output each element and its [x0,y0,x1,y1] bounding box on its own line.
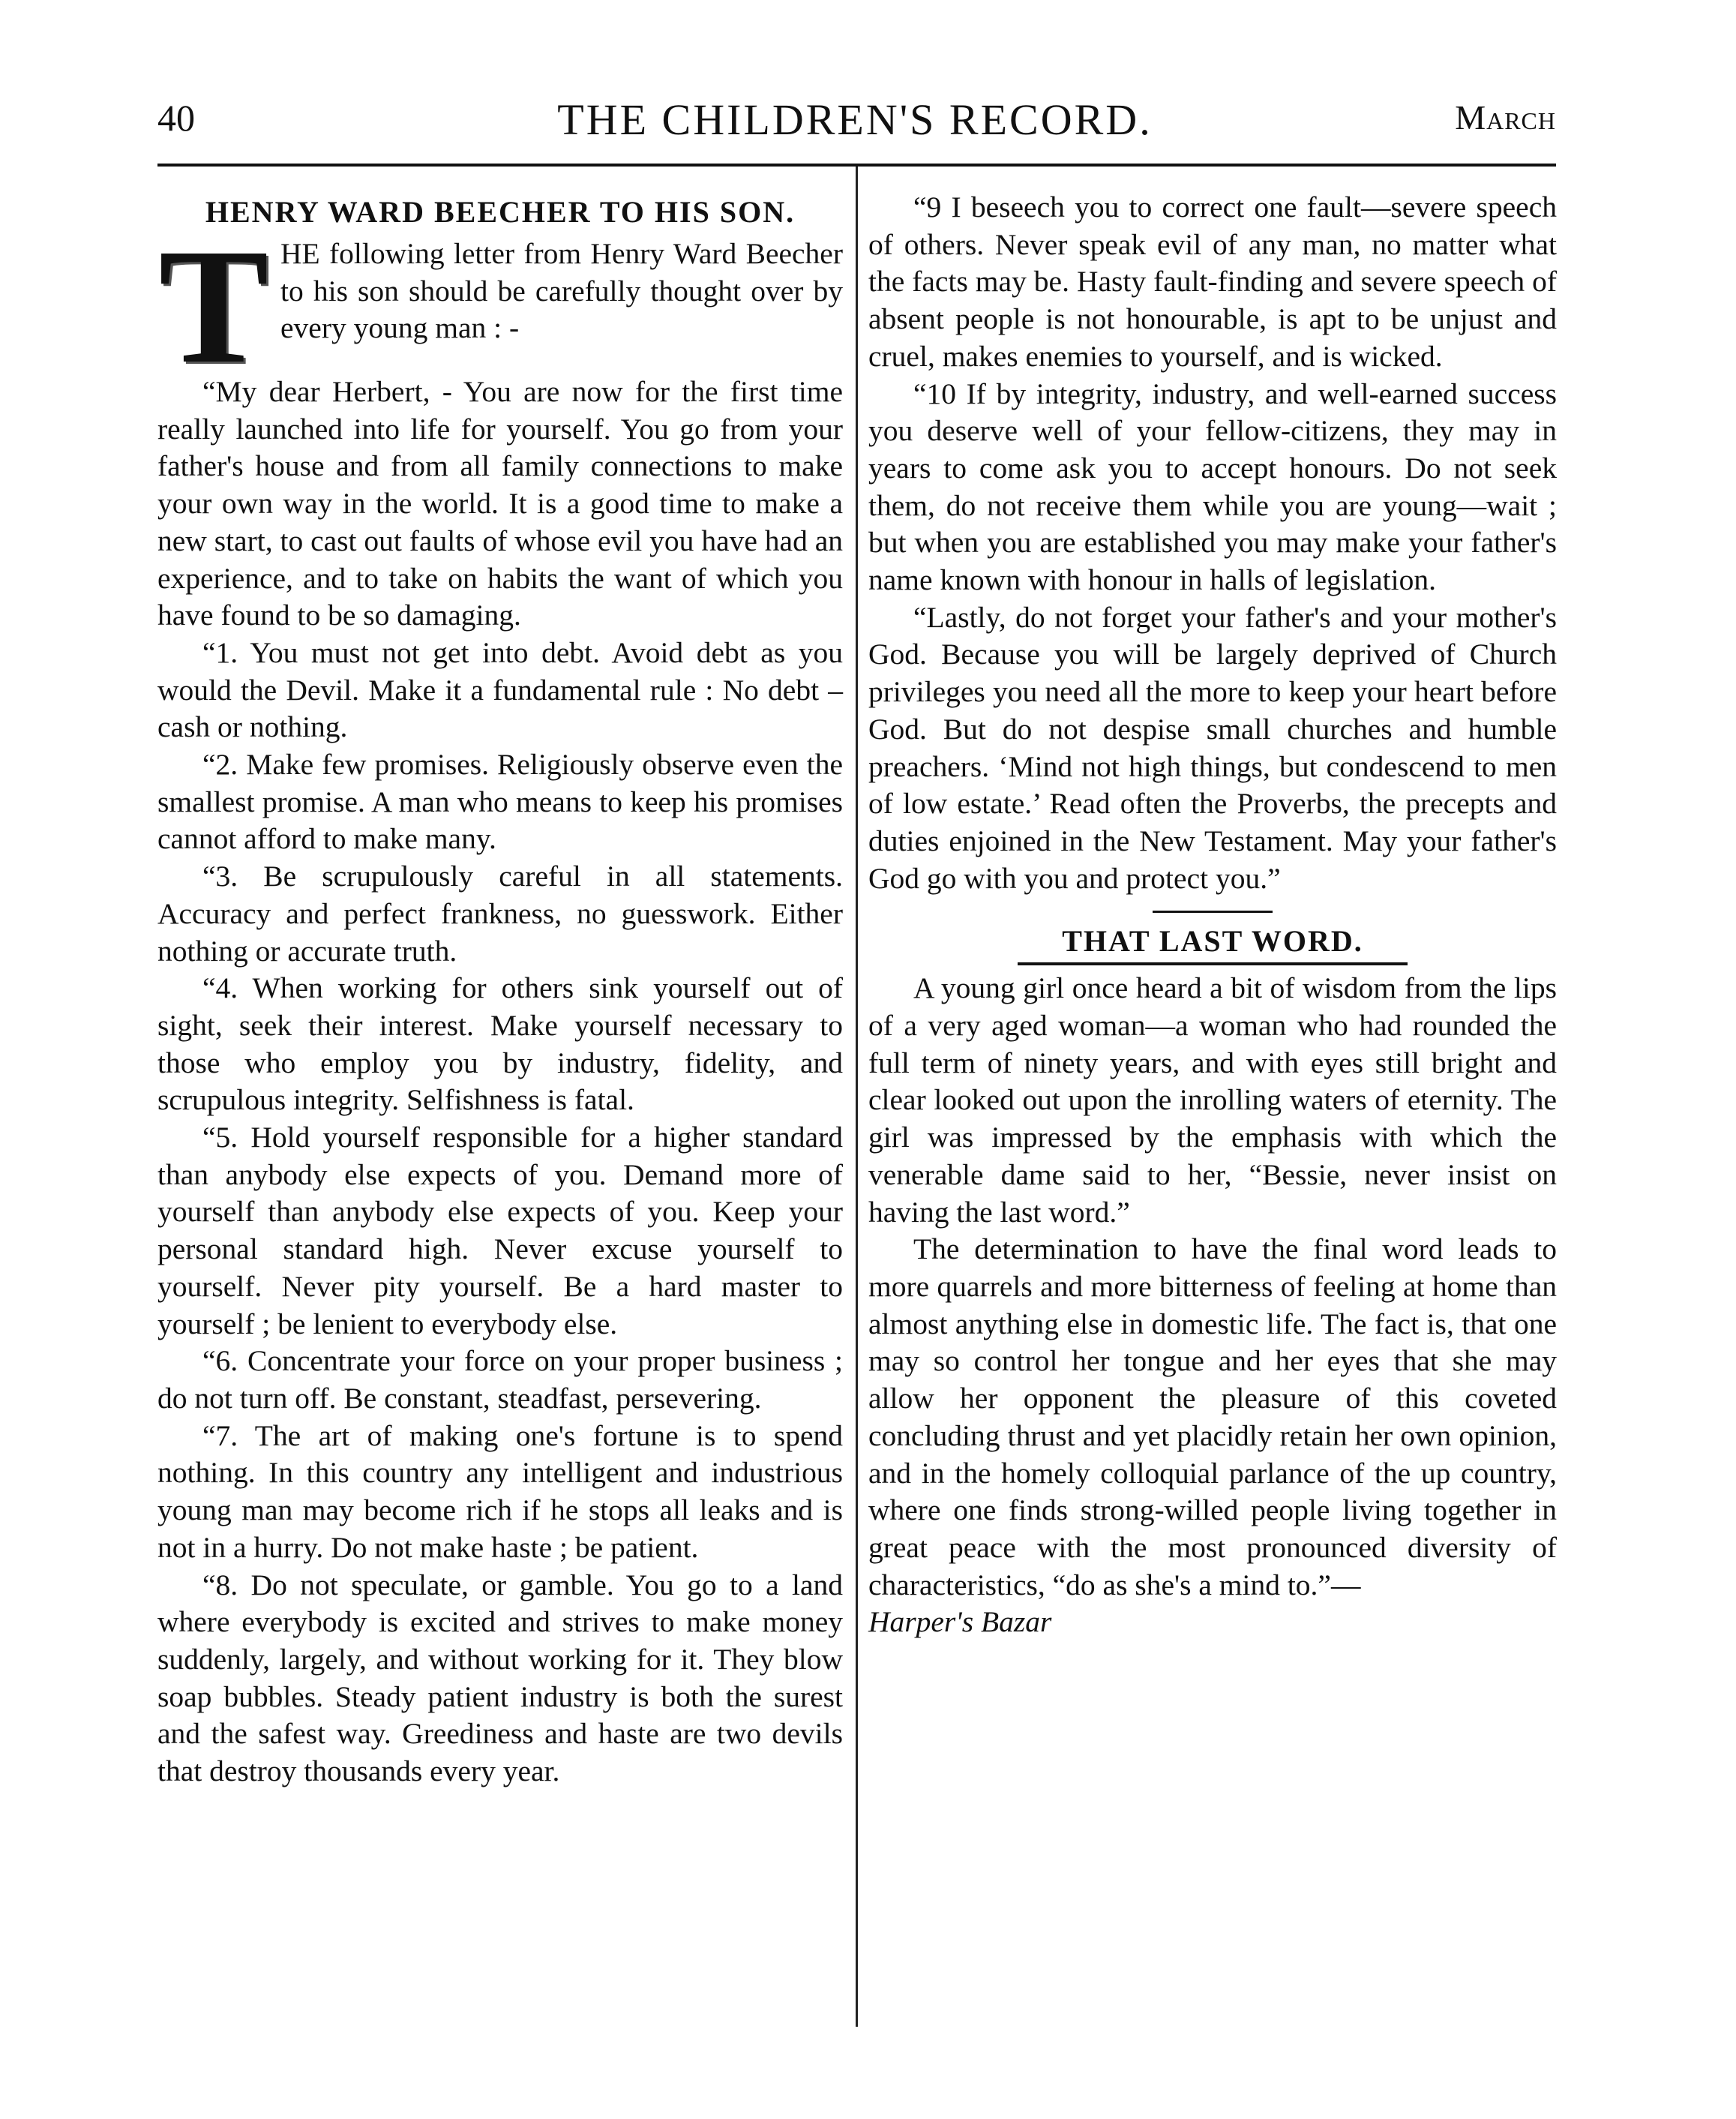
rule-10: “10 If by integrity, industry, and well-earned success you deserve well of your fellow-citizens, they may in years to come ask you to accept honours. Do not seek them, do not receive them while you are young—wait ; but when you are established you may make your father's name known with honour in halls of legislation. [868,377,1557,597]
rule-5: “5. Hold yourself responsible for a higher standard than anybody else expects of you. Demand more of yourself than anybody else expects of you. Keep your personal standard high. Never excuse yourself to yourself. Never pity yourself. Be a hard master to yourself ; be lenient to everybody else. [157,1121,843,1340]
rule-2: “2. Make few promises. Religiously observe even the smallest promise. A man who means to keep his promises cannot afford to make many. [157,748,843,856]
drop-cap: T [158,236,269,374]
article-source: Harper's Bazar [868,1605,1052,1639]
article-title-last-word: THAT LAST WORD. [1062,924,1363,959]
article-lead [157,236,843,374]
column-divider [856,167,858,2027]
last-word-paragraph-2: The determination to have the final word leads to more quarrels and more bitterness of feeling at home than almost anything else in domestic life. The fact is, that one may so control her tongue and her eyes that she may allow her opponent the pleasure of this coveted concluding thrust and yet placidly retain her own opinion, and in the homely colloquial parlance of the up country, where one finds strong-willed people living together in great peace with the most pronounced diversity of characteristics, “do as she's a mind to.”— [868,1232,1557,1601]
section-divider [1153,911,1273,913]
issue-month: March [1455,98,1556,137]
rule-3: “3. Be scrupulously careful in all statements. Accuracy and perfect frankness, no guesswork. Either nothing or accurate truth. [157,860,843,968]
rule-4: “4. When working for others sink yourself out of sight, seek their interest. Make yourself necessary to those who employ you by industry, fidelity, and scrupulous integrity. Selfishness is fatal. [157,971,843,1117]
article-title-beecher: HENRY WARD BEECHER TO HIS SON. [205,195,796,229]
rule-8: “8. Do not speculate, or gamble. You go to a land where everybody is excited and strives to make money suddenly, largely, and without working for it. They blow soap bubbles. Steady patient industry is both the surest and the safest way. Greediness and haste are two devils that destroy thousands every year. [157,1568,843,1788]
intro-paragraph: HE following letter from Henry Ward Beecher to his son should be carefully thought over by every young man : - [280,237,843,345]
journal-title: THE CHILDREN'S RECORD. [557,95,1153,144]
left-column [157,188,843,1790]
letter-salutation: “My dear Herbert, - You are now for the first time really launched into life for yourself. You go from your father's house and from all family connections to make your own way in the world. It is a good time to make a new start, to cast out faults of whose evil you have had an experience, and to take on habits the want of which you have found to be so damaging. [157,375,843,632]
rule-6: “6. Concentrate your force on your proper business ; do not turn off. Be constant, steadfast, persevering. [157,1344,843,1415]
page-header [150,89,1560,149]
rule-7: “7. The art of making one's fortune is to spend nothing. In this country any intelligent and industrious young man may become rich if he stops all leaks and is not in a hurry. Do not make haste ; be patient. [157,1418,843,1564]
rule-9: “9 I beseech you to correct one fault—severe speech of others. Never speak evil of any man, no matter what the facts may be. Hasty fault-finding and severe speech of absent people is not honourable, is apt to be unjust and cruel, makes enemies to yourself, and is wicked. [868,191,1557,373]
right-column [868,189,1557,1641]
letter-closing: “Lastly, do not forget your father's and your mother's God. Because you will be largely deprived of Church privileges you need all the more to keep your heart before God. But do not despise small churches and humble preachers. ‘Mind not high things, but condescend to men of low estate.’ Read often the Proverbs, the precepts and duties enjoined in the New Testament. May your father's God go with you and protect you.” [868,600,1557,895]
last-word-paragraph-1: A young girl once heard a bit of wisdom from the lips of a very aged woman—a woman who had rounded the full term of ninety years, and with eyes still bright and clear looked out upon the inrolling waters of eternity. The girl was impressed by the emphasis with which the venerable dame said to her, “Bessie, never insist on having the last word.” [868,971,1557,1229]
title-underline [1018,962,1408,965]
page-number: 40 [157,97,195,139]
rule-1: “1. You must not get into debt. Avoid debt as you would the Devil. Make it a fundamental rule : No debt – cash or nothing. [157,635,843,744]
